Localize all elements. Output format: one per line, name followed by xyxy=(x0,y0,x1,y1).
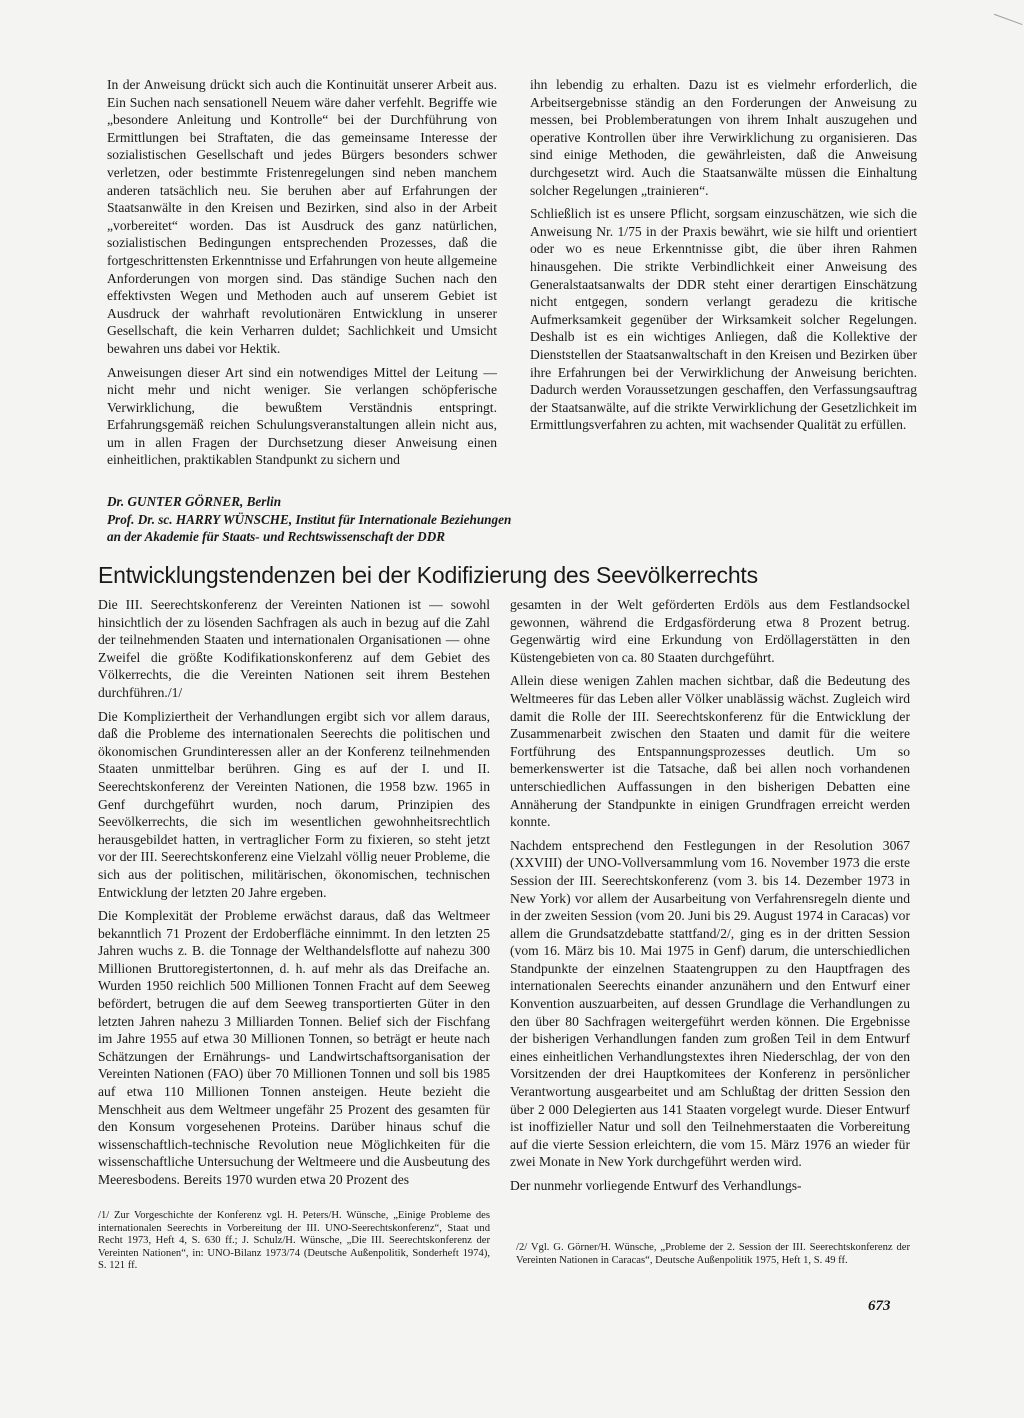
paragraph: Schließlich ist es unsere Pflicht, sorgsam einzuschätzen, wie sich die Anweisung Nr. 1/75 in der Praxis bewährt, wie sie hilft und orientiert oder wo es neue Erkenntnisse gibt, die über ihren Rahmen hinausgehen. Die strikte Verbindlichkeit einer Anweisung des Generalstaatsanwalts der DDR steht einer derartigen Einschätzung nicht entgegen, sondern verlangt geradezu die kritische Aufmerksamkeit gegenüber der Wirksamkeit solcher Regelungen. Deshalb ist es ein wichtiges Anliegen, daß die Kollektive der Dienststellen der Staatsanwaltschaft in den Kreisen und Bezirken über ihre Erfahrungen bei der Verwirklichung der Anweisung berichten. Dadurch werden Voraussetzungen geschaffen, den Verfassungsauftrag der Staatsanwälte, auf die strikte Verwirklichung der Gesetzlichkeit im Ermittlungsverfahren zu achten, mit wachsender Qualität zu erfüllen. xyxy=(530,206,917,433)
author-block xyxy=(107,493,917,546)
paragraph: Nachdem entsprechend den Festlegungen in der Resolution 3067 (XXVIII) der UNO-Vollversammlung vom 16. November 1973 die erste Session der III. Seerechtskonferenz (vom 3. bis 14. Dezember 1973 in New York) vor allem der Ausarbeitung von Verfahrensregeln diente und in der zweiten Session (vom 20. Juni bis 29. August 1974 in Caracas) vor allem die Grundsatzdebatte stattfand/2/, ging es in der dritten Session (vom 16. März bis 10. Mai 1975 in Genf) darum, die unterschiedlichen Standpunkte der einzelnen Staatengruppen zu den Hauptfragen des internationalen Seerechts einander anzunähern und den Entwurf einer Konvention auszuarbeiten, auf dessen Grundlage die Verhandlungen zu den über 80 Sachfragen weitergeführt werden können. Die Ergebnisse der bisherigen Verhandlungen fanden zum großen Teil in dem Entwurf eines einheitlichen Verhandlungstextes ihren Niederschlag, der von den Vorsitzenden der drei Hauptkomitees der Konferenz in persönlicher Verantwortung ausgearbeitet und am Schlußtag der dritten Session den über 2 000 Delegierten aus 141 Staaten vorgelegt wurde. Dieser Entwurf ist inoffizieller Natur und soll den Teilnehmerstaaten die Vorbereitung auf die vierte Session erleichtern, die vom 15. März 1976 an wieder für zwei Monate in New York durchgeführt werden wird. xyxy=(510,837,910,1170)
article-right-column xyxy=(510,596,910,1201)
author-line: an der Akademie für Staats- und Rechtswissenschaft der DDR xyxy=(107,529,446,545)
paragraph: Die Komplexität der Probleme erwächst daraus, daß das Weltmeer bekanntlich 71 Prozent der Erdoberfläche einnimmt. In den letzten 25 Jahren wuchs z. B. die Tonnage der Welthandelsflotte auf nahezu 300 Millionen Bruttoregistertonnen, d. h. auf mehr als das Dreifache an. Wurden 1950 reichlich 500 Millionen Tonnen Fracht auf dem Seeweg befördert, betrugen die auf dem Seeweg transportierten Güter in den letzten Jahren nahezu 3 Milliarden Tonnen. Belief sich der Fischfang im Jahre 1955 auf etwa 30 Millionen Tonnen, so beträgt er heute nach Schätzungen der Ernährungs- und Landwirtschaftsorganisation der Vereinten Nationen (FAO) über 70 Millionen Tonnen und soll bis 1985 auf etwa 110 Millionen Tonnen ansteigen. Heute bezieht die Menschheit aus dem Weltmeer ungefähr 25 Prozent des gesamten für den Konsum vorgesehenen Proteins. Darüber hinaus schuf die wissenschaftlich-technische Revolution neue Möglichkeiten für die wissenschaftliche Untersuchung der Weltmeere und die Ausbeutung des Meeresbodens. Bereits 1970 wurden etwa 20 Prozent des xyxy=(98,908,490,1187)
footnote-2: /2/ Vgl. G. Görner/H. Wünsche, „Probleme der 2. Session der III. Seerechtskonferenz der Vereinten Nationen in Caracas“, Deutsche Außenpolitik 1975, Heft 1, S. 49 ff. xyxy=(516,1242,910,1266)
paragraph: In der Anweisung drückt sich auch die Kontinuität unserer Arbeit aus. Ein Suchen nach sensationell Neuem wäre daher verfehlt. Begriffe wie „besondere Anleitung und Kontrolle“ bei der Durchführung von Ermittlungen bei Straftaten, die das gemeinsame Interesse der sozialistischen Gesellschaft und jedes Bürgers besonders schwer verletzen, oder bestimmte Fristenregelungen sind neben manchem anderen tatsächlich neu. Sie beruhen aber auf Erfahrungen der Staatsanwälte in den Kreisen und Bezirken, sind also in der Arbeit „vorbereitet“ worden. Das ist Ausdruck des ganz natürlichen, sozialistischen Bedingungen entsprechenden Prozesses, daß die fortgeschrittensten Erkenntnisse und Erfahrungen von heute allgemeine Anforderungen von morgen sind. Das ständige Suchen nach den effektivsten Wegen und Methoden auch auf unserem Gebiet ist Ausdruck der wahrhaft revolutionären Entwicklung in unserer Gesellschaft, die kein Verharren duldet; Sachlichkeit und Umsicht bewahren uns dabei vor Hektik. xyxy=(107,77,497,356)
scan-corner-mark xyxy=(984,14,1023,53)
page-number: 673 xyxy=(868,1298,891,1314)
author-line: Dr. GUNTER GÖRNER, Berlin xyxy=(107,494,282,509)
footnote-1: /1/ Zur Vorgeschichte der Konferenz vgl. H. Peters/H. Wünsche, „Einige Probleme des internationalen Seerechts in Vorbereitung der III. UNO-Seerechtskonferenz“, Staat und Recht 1973, Heft 4, S. 630 ff.; J. Schulz/H. Wünsche, „Die III. Seerechtskonferenz der Vereinten Nationen“, in: UNO-Bilanz 1973/74 (Deutsche Außenpolitik, Sonderheft 1974), S. 121 ff. xyxy=(98,1210,490,1272)
top-left-column xyxy=(107,76,497,475)
author-line: Prof. Dr. sc. HARRY WÜNSCHE, Institut für Internationale Beziehungen xyxy=(107,511,512,527)
paragraph: Anweisungen dieser Art sind ein notwendiges Mittel der Leitung — nicht mehr und nicht weniger. Sie verlangen schöpferische Verwirklichung, die bewußtem Verständnis entspringt. Erfahrungsgemäß reichen Schulungsveranstaltungen allein nicht aus, um in allen Fragen der Durchsetzung dieser Anweisung einen einheitlichen, praktikablen Standpunkt zu sichern und xyxy=(107,364,497,468)
article-left-column xyxy=(98,596,490,1195)
paragraph: Allein diese wenigen Zahlen machen sichtbar, daß die Bedeutung des Weltmeeres für das Leben aller Völker unablässig wächst. Zugleich wird damit die Rolle der III. Seerechtskonferenz für die Entwicklung der Zusammenarbeit zwischen den Staaten und damit für die weitere Fortführung des Entspannungsprozesses deutlich. Um so bemerkenswerter ist die Tatsache, daß bei allen noch vorhandenen unterschiedlichen Auffassungen in den bisherigen Debatten eine Annäherung der Standpunkte in einigen Grundfragen erreicht werden konnte. xyxy=(510,673,910,830)
article-headline: Entwicklungstendenzen bei der Kodifizierung des Seevölkerrechts xyxy=(98,562,758,588)
top-right-column xyxy=(530,76,917,440)
paragraph: gesamten in der Welt geförderten Erdöls aus dem Festlandsockel gewonnen, während die Erdgasförderung etwa 8 Prozent betrug. Gegenwärtig wird eine Erkundung von Erdöllagerstätten in den Küstengebieten von ca. 80 Staaten durchgeführt. xyxy=(510,597,910,665)
paragraph: ihn lebendig zu erhalten. Dazu ist es vielmehr erforderlich, die Arbeitsergebnisse ständig an den Forderungen der Anweisung zu messen, bei Problemberatungen von ihrem Inhalt auszugehen und operative Kontrollen über ihre Verwirklichung zu organisieren. Das sind einige Methoden, die gewährleisten, daß die Anweisung durchgesetzt wird. Auch die Staatsanwälte müssen die Einhaltung solcher Regelungen „trainieren“. xyxy=(530,77,917,198)
paragraph: Die Kompliziertheit der Verhandlungen ergibt sich vor allem daraus, daß die Probleme des internationalen Seerechts die politischen und ökonomischen Grundinteressen aller an der Konferenz teilnehmenden Staaten unmittelbar berühren. Ging es auf der I. und II. Seerechtskonferenz der Vereinten Nationen, die 1958 bzw. 1965 in Genf durchgeführt wurden, noch darum, Prinzipien des Seevölkerrechts, die sich im wesentlichen gewohnheitsrechtlich herausgebildet hatten, in vertraglicher Form zu fixieren, so steht jetzt vor der III. Seerechtskonferenz eine Vielzahl völlig neuer Probleme, die sich aus der politischen, militärischen, ökonomischen, technischen Entwicklung der letzten 20 Jahre ergeben. xyxy=(98,708,490,900)
paragraph: Der nunmehr vorliegende Entwurf des Verhandlungs- xyxy=(510,1178,802,1193)
paragraph: Die III. Seerechtskonferenz der Vereinten Nationen ist — sowohl hinsichtlich der zu lösenden Sachfragen als auch in bezug auf die Zahl der teilnehmenden Staaten und internationalen Organisationen — ohne Zweifel die größte Kodifikationskonferenz auf dem Gebiet des Völkerrechts, die die Vereinten Nationen seit ihrem Bestehen durchführen./1/ xyxy=(98,597,490,700)
